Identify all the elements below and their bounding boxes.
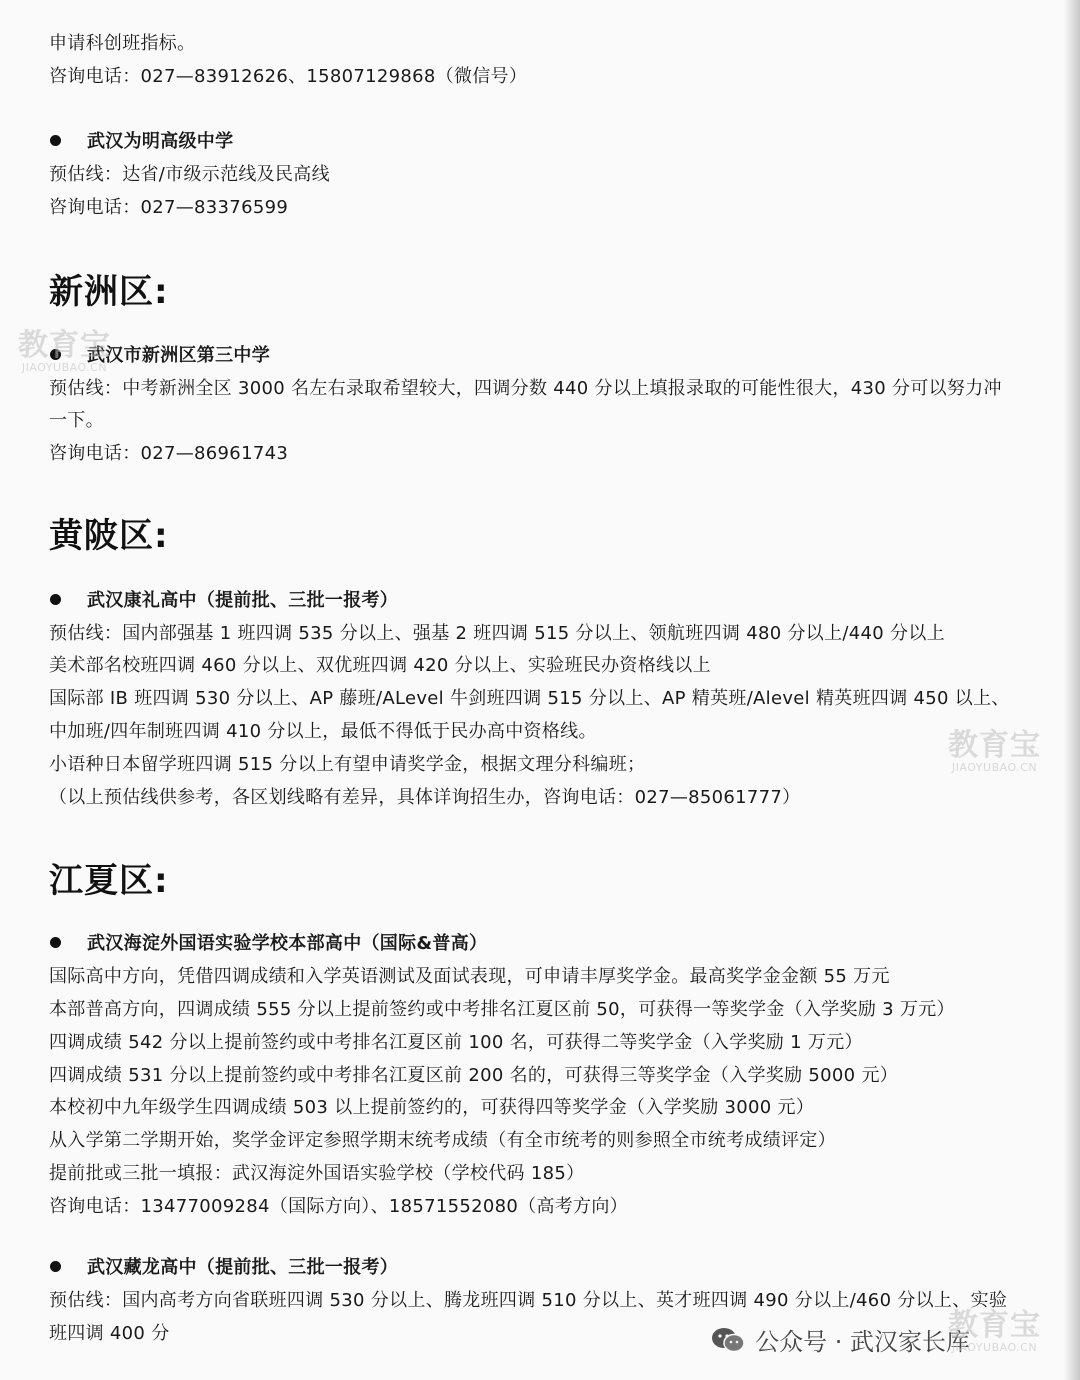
watermark-text: 教育宝	[948, 1308, 1041, 1343]
bullet-dot-icon	[50, 594, 61, 605]
text-line: 从入学第二学期开始，奖学金评定参照学期末统考成绩（有全市统考的则参照全市统考成绩评定）	[49, 1130, 836, 1151]
footer-text: 公众号 · 武汉家长库	[755, 1328, 970, 1356]
text-line: 咨询电话：027—86961743	[49, 443, 289, 464]
text-line: 四调成绩 531 分以上提前签约或中考排名江夏区前 200 名的，可获得三等奖学金（入学奖励 5000 元）	[49, 1065, 899, 1086]
text-line: 预估线：国内高考方向省联班四调 530 分以上、腾龙班四调 510 分以上、英才班四调 490 分以上/460 分以上、实验	[49, 1290, 1008, 1311]
text-line: 申请科创班指标。	[49, 33, 196, 54]
school-heading	[50, 1256, 398, 1280]
school-name: 武汉市新洲区第三中学	[87, 345, 270, 366]
district-heading: 江夏区:	[49, 861, 169, 901]
text-line: 预估线：中考新洲全区 3000 名左右录取希望较大，四调分数 440 分以上填报录取的可能性很大，430 分可以努力冲	[49, 378, 1002, 399]
text-line: 提前批或三批一填报：武汉海淀外国语实验学校（学校代码 185）	[49, 1163, 585, 1184]
text-line: 四调成绩 542 分以上提前签约或中考排名江夏区前 100 名，可获得二等奖学金（入学奖励 1 万元）	[49, 1032, 863, 1053]
school-name: 武汉海淀外国语实验学校本部高中（国际&普高）	[87, 933, 488, 954]
district-heading: 新洲区:	[49, 272, 169, 312]
wechat-icon	[711, 1327, 745, 1353]
text-line: 本部普高方向，四调成绩 555 分以上提前签约或中考排名江夏区前 50，可获得一等奖学金（入学奖励 3 万元）	[49, 999, 955, 1020]
bullet-dot-icon	[50, 1261, 61, 1272]
district-heading: 黄陂区:	[49, 516, 169, 556]
bullet-dot-icon	[50, 135, 61, 146]
watermark	[18, 330, 111, 374]
school-name: 武汉康礼高中（提前批、三批一报考）	[87, 590, 399, 611]
school-heading	[50, 932, 487, 956]
text-line: 咨询电话：027—83376599	[49, 197, 289, 218]
text-line: （以上预估线供参考，各区划线略有差异，具体详询招生办，咨询电话：027—85061777）	[49, 787, 801, 808]
school-name: 武汉为明高级中学	[87, 131, 234, 152]
wechat-footer	[711, 1322, 970, 1357]
watermark-url: JIAOYUBAO.CN	[21, 361, 108, 374]
school-heading	[50, 130, 233, 154]
watermark-url: JIAOYUBAO.CN	[951, 761, 1038, 774]
page-edge-shadow	[1064, 0, 1080, 1380]
text-line: 咨询电话：13477009284（国际方向）、18571552080（高考方向）	[49, 1196, 628, 1217]
watermark	[948, 1310, 1041, 1354]
school-heading	[50, 589, 398, 613]
watermark-url: JIAOYUBAO.CN	[951, 1341, 1038, 1354]
text-line: 咨询电话：027—83912626、15807129868（微信号）	[49, 66, 528, 87]
text-line: 班四调 400 分	[49, 1323, 170, 1344]
text-line: 预估线：达省/市级示范线及民高线	[49, 164, 330, 185]
text-line: 一下。	[49, 410, 104, 431]
text-line: 中加班/四年制班四调 410 分以上，最低不得低于民办高中资格线。	[49, 721, 597, 742]
text-line: 预估线：国内部强基 1 班四调 535 分以上、强基 2 班四调 515 分以上、领航班四调 480 分以上/440 分以上	[49, 623, 945, 644]
watermark-text: 教育宝	[948, 728, 1041, 763]
bullet-dot-icon	[50, 937, 61, 948]
watermark	[948, 730, 1041, 774]
school-name: 武汉藏龙高中（提前批、三批一报考）	[87, 1257, 399, 1278]
text-line: 本校初中九年级学生四调成绩 503 以上提前签约的，可获得四等奖学金（入学奖励 3000 元）	[49, 1097, 815, 1118]
text-line: 国际高中方向，凭借四调成绩和入学英语测试及面试表现，可申请丰厚奖学金。最高奖学金金额 55 万元	[49, 966, 890, 987]
watermark-text: 教育宝	[18, 328, 111, 363]
text-line: 国际部 IB 班四调 530 分以上、AP 藤班/ALevel 牛剑班四调 515 分以上、AP 精英班/Alevel 精英班四调 450 以上、	[49, 688, 1010, 709]
text-line: 美术部名校班四调 460 分以上、双优班四调 420 分以上、实验班民办资格线以上	[49, 655, 711, 676]
text-line: 小语种日本留学班四调 515 分以上有望申请奖学金，根据文理分科编班；	[49, 754, 646, 775]
